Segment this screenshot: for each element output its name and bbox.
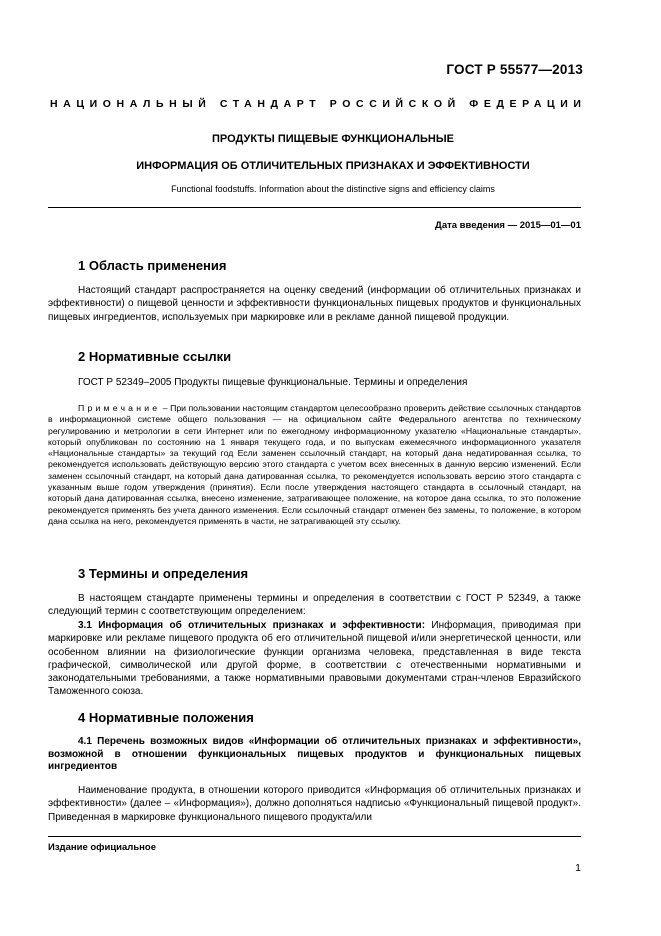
section-2-text — [48, 376, 581, 389]
title-divider — [48, 207, 581, 208]
term-3-1-definition: Информация, приводимая при маркировке или рекламе пищевого продукта об его отличительной пищевой и/или энергетической ценности, или особенном влиянии на физиологические функции организма человека, представленная в виде текста графической, символической или другой форме, в соответствии с отечественными нормативными и законодательными требованиями, а также нормативными правовыми документами стран-членов Евразийского Таможенного союза. — [48, 620, 582, 698]
document-title-english: Functional foodstuffs. Information about the distinctive signs and efficiency claims — [171, 184, 495, 194]
section-1-title: 1 Область применения — [78, 258, 227, 273]
page-number: 1 — [575, 862, 581, 874]
national-standard-heading: НАЦИОНАЛЬНЫЙ СТАНДАРТ РОССИЙСКОЙ ФЕДЕРАЦИИ — [50, 98, 587, 110]
section-3-title: 3 Термины и определения — [78, 566, 249, 581]
section-1-text — [48, 284, 581, 324]
section-2-reference: ГОСТ Р 52349–2005 Продукты пищевые функциональные. Термины и определения — [78, 377, 468, 388]
note-label: Примечание — [78, 403, 161, 413]
subsection-4-1-text — [48, 784, 581, 824]
term-3-1 — [48, 619, 581, 699]
introduction-date: Дата введения — 2015—01—01 — [435, 220, 581, 231]
term-3-1-name: 3.1 Информация об отличительных признаках и эффективности: — [78, 620, 426, 631]
edition-label: Издание официальное — [48, 842, 156, 853]
standard-number: ГОСТ Р 55577—2013 — [446, 62, 583, 77]
note-text: – При пользовании настоящим стандартом целесообразно проверить действие ссылочных стандартов в информационной системе общего пользования — на официальном сайте Федерального агентства по техническому регулированию и метрологии в сети Интернет или по ежегодному информационному указателю «Национальные стандарты», который опубликован по состоянию на 1 января текущего года, и по выпускам ежемесячного информационного указателя «Национальные стандарты» за текущий год Если заменен ссылочный стандарт, на который дана недатированная ссылка, то рекомендуется использовать действующую версию этого стандарта с учетом всех внесенных в данную версию изменений. Если заменен ссылочный стандарт, на который дана датированная ссылка, то рекомендуется использовать версию этого стандарта с указанным выше годом утверждения (принятия). Если после утверждения настоящего стандарта в ссылочный стандарт, на который дана датированная ссылка, внесено изменение, затрагивающее положение, на которое дана ссылка, то это положение рекомендуется применять без учета данного изменения. Если ссылочный стандарт отменен без замены, то положение, в котором дана ссылка на него, рекомендуется применять в части, не затрагивающей эту ссылку. — [48, 403, 581, 526]
section-3-text — [48, 592, 581, 619]
section-3-text-content: В настоящем стандарте применены термины и определения в соответствии с ГОСТ Р 52349, а также следующий термин с соответствующим определением: — [48, 593, 581, 618]
footer-divider — [48, 836, 581, 837]
document-title-line-1: ПРОДУКТЫ ПИЩЕВЫЕ ФУНКЦИОНАЛЬНЫЕ — [212, 133, 454, 145]
section-2-note — [48, 403, 581, 527]
subsection-4-1-title — [48, 736, 581, 774]
document-title-line-2: ИНФОРМАЦИЯ ОБ ОТЛИЧИТЕЛЬНЫХ ПРИЗНАКАХ И ЭФФЕКТИВНОСТИ — [136, 160, 530, 172]
section-4-title: 4 Нормативные положения — [78, 710, 254, 725]
subsection-4-1-title-text: 4.1 Перечень возможных видов «Информации об отличительных признаках и эффективности», возможной в отношении функциональных пищевых продуктов и функциональных пищевых ингредиентов — [48, 736, 581, 772]
subsection-4-1-text-content: Наименование продукта, в отношении которого приводится «Информация об отличительных признаках и эффективности» (далее – «Информация»), должно дополняться надписью «Функциональный пищевой продукт». Приведенная в маркировке функционального пищевого продукта/или — [48, 785, 581, 823]
section-1-text-content: Настоящий стандарт распространяется на оценку сведений (информации об отличительных признаках и эффективности) о пищевой ценности и эффективности функциональных пищевых продуктов и функциональных пищевых ингредиентов, используемых при маркировке или в рекламе данной пищевой продукции. — [48, 285, 581, 323]
section-2-title: 2 Нормативные ссылки — [78, 349, 232, 364]
